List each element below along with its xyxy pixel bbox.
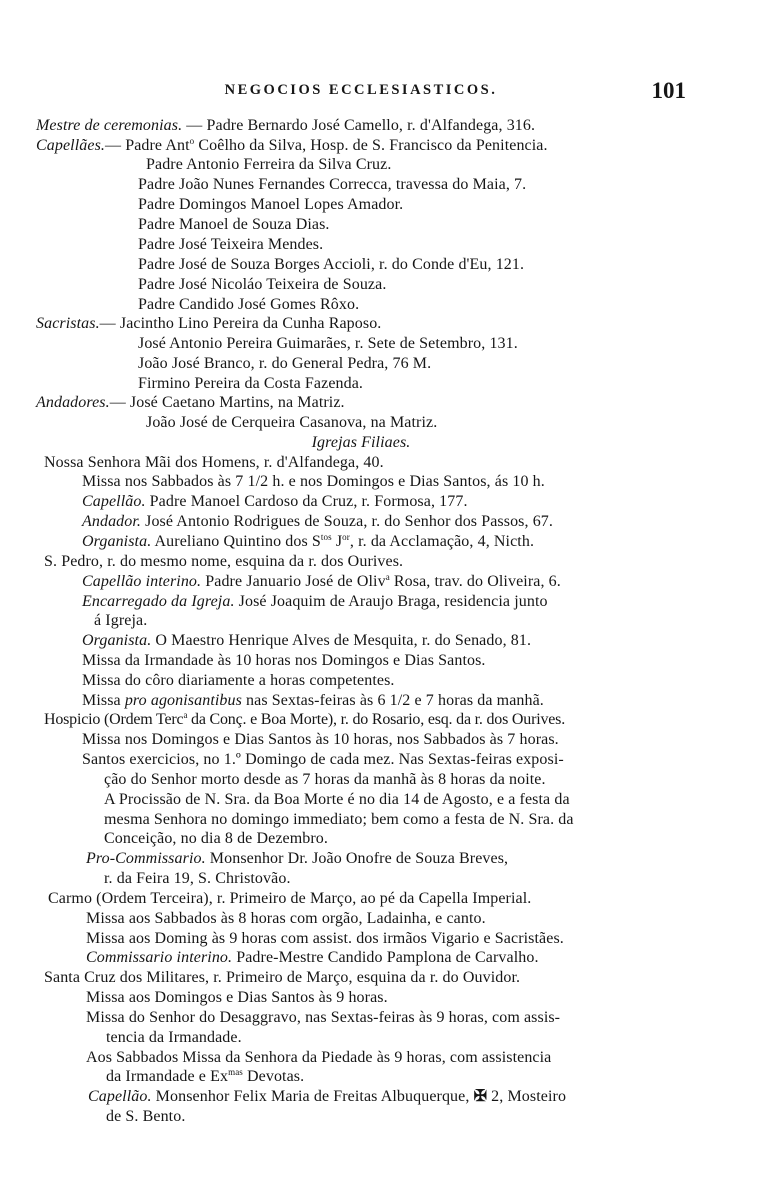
entry-text: José Joaquim de Araujo Braga, residencia junto <box>234 593 548 610</box>
entry-label: Encarregado da Igreja. <box>82 593 235 610</box>
entry-text: Missa <box>82 692 125 709</box>
church-entry <box>44 552 403 572</box>
entry-text: A Procissão de N. Sra. da Boa Morte é no dia 14 de Agosto, e a festa da <box>104 791 570 808</box>
church-detail <box>82 532 534 552</box>
church-detail <box>82 572 561 592</box>
section-title: Igrejas Filiaes. <box>311 434 411 451</box>
sacrista-name <box>138 354 431 374</box>
church-detail <box>82 691 544 711</box>
entry-text: S. Pedro, r. do mesmo nome, esquina da r. dos Ourives. <box>44 553 404 570</box>
capellao-name <box>138 175 526 195</box>
entry-text: Padre Antonio Ferreira da Silva Cruz. <box>146 156 392 173</box>
church-detail <box>82 750 564 770</box>
capellao-name <box>138 255 524 275</box>
entry-label: Sacristas. <box>36 315 100 332</box>
entry-text: da Conç. e Boa Morte), r. do Rosario, esq. da r. dos Ourives. <box>187 711 565 728</box>
capellao-name <box>138 235 323 255</box>
church-detail <box>106 1028 242 1048</box>
church-detail <box>82 472 545 492</box>
entry-text: Padre José Nicoláo Teixeira de Souza. <box>138 276 387 293</box>
entry-text: Aureliano Quintino dos S <box>151 533 321 550</box>
church-detail <box>106 1067 304 1087</box>
andador-name <box>146 413 437 433</box>
entry-text: Nossa Senhora Mãi dos Homens, r. d'Alfandega, 40. <box>44 454 384 471</box>
entry-text: — Padre Ant <box>105 137 190 154</box>
entry-text: Padre Januario José de Oliv <box>201 573 386 590</box>
church-detail <box>82 512 553 532</box>
entry-label: pro agonisantibus <box>124 692 242 709</box>
church-detail <box>104 810 574 830</box>
entry-mestre-ceremonias <box>36 116 535 136</box>
capellao-name <box>138 195 403 215</box>
entry-text: Santos exercicios, no 1.º Domingo de cada mez. Nas Sextas-feiras exposi- <box>82 751 564 768</box>
sacrista-name <box>138 374 363 394</box>
entry-capellaes <box>36 136 548 156</box>
entry-text: Santa Cruz dos Militares, r. Primeiro de Março, esquina da r. do Ouvidor. <box>44 969 521 986</box>
entry-label: Pro-Commissario. <box>86 850 206 867</box>
church-detail <box>88 1087 566 1107</box>
entry-text: Conceição, no dia 8 de Dezembro. <box>104 830 329 847</box>
entry-label: Capellão interino. <box>82 573 202 590</box>
entry-text: Aos Sabbados Missa da Senhora da Piedade às 9 horas, com assistencia <box>86 1049 552 1066</box>
abbrev-superscript: a <box>385 572 390 582</box>
entry-label: Andador. <box>82 513 142 530</box>
entry-text: Monsenhor Felix Maria de Freitas Albuquerque, <box>151 1088 474 1105</box>
entry-text: — Padre Bernardo José Camello, r. d'Alfandega, 316. <box>182 117 536 134</box>
entry-text: Monsenhor Dr. João Onofre de Souza Breves, <box>205 850 509 867</box>
church-detail <box>82 592 548 612</box>
church-entry <box>48 889 531 909</box>
entry-text: Padre Manoel de Souza Dias. <box>138 216 330 233</box>
church-entry <box>44 710 565 730</box>
abbrev-superscript: o <box>189 136 195 146</box>
entry-text: 2, Mosteiro <box>487 1088 567 1105</box>
church-detail <box>94 611 147 631</box>
entry-label: Capellães. <box>36 137 105 154</box>
entry-text: Missa aos Sabbados às 8 horas com orgão, Ladainha, e canto. <box>86 910 486 927</box>
abbrev-superscript: or <box>342 532 350 542</box>
entry-text: ção do Senhor morto desde as 7 horas da manhã às 8 horas da noite. <box>104 771 546 788</box>
church-detail <box>104 869 291 889</box>
entry-text: tencia da Irmandade. <box>106 1029 242 1046</box>
entry-text: Devotas. <box>242 1068 305 1085</box>
church-detail <box>82 671 395 691</box>
running-title: NEGOCIOS ECCLESIASTICOS. <box>224 82 498 98</box>
church-detail <box>82 730 559 750</box>
entry-text: Padre Manoel Cardoso da Cruz, r. Formosa, 177. <box>145 493 468 510</box>
entry-label: Commissario interino. <box>86 949 233 966</box>
entry-text: Padre-Mestre Candido Pamplona de Carvalho. <box>232 949 539 966</box>
church-detail <box>86 948 539 968</box>
entry-sacristas <box>36 314 381 334</box>
entry-text: , r. da Acclamação, 4, Nicth. <box>349 533 535 550</box>
entry-text: Missa nos Domingos e Dias Santos às 10 horas, nos Sabbados às 7 horas. <box>82 731 559 748</box>
entry-text: Carmo (Ordem Terceira), r. Primeiro de Março, ao pé da Capella Imperial. <box>48 890 532 907</box>
entry-text: Padre João Nunes Fernandes Correcca, travessa do Maia, 7. <box>138 176 527 193</box>
entry-text: Padre José Teixeira Mendes. <box>138 236 324 253</box>
entry-label: Organista. <box>82 533 152 550</box>
church-entry <box>44 453 384 473</box>
entry-text: Missa da Irmandade às 10 horas nos Domingos e Dias Santos. <box>82 652 486 669</box>
church-detail <box>86 849 508 869</box>
entry-text: Padre José de Souza Borges Accioli, r. do Conde d'Eu, 121. <box>138 256 525 273</box>
page-header <box>36 78 686 108</box>
capellao-name <box>138 215 330 235</box>
entry-text: Missa nos Sabbados às 7 1/2 h. e nos Domingos e Dias Santos, ás 10 h. <box>82 473 545 490</box>
church-detail <box>104 790 570 810</box>
church-detail <box>86 909 486 929</box>
entry-text: de S. Bento. <box>106 1108 186 1125</box>
church-detail <box>106 1107 185 1127</box>
entry-text: Padre Candido José Gomes Rôxo. <box>138 296 360 313</box>
capellao-name <box>138 295 359 315</box>
church-detail <box>86 1008 560 1028</box>
entry-text: mesma Senhora no domingo immediato; bem como a festa de N. Sra. da <box>104 811 574 828</box>
church-entry <box>44 968 520 988</box>
church-detail <box>82 651 486 671</box>
entry-text: Missa aos Domingos e Dias Santos às 9 horas. <box>86 989 388 1006</box>
church-detail <box>104 770 546 790</box>
entry-text: José Antonio Pereira Guimarães, r. Sete de Setembro, 131. <box>138 335 518 352</box>
section-heading <box>36 433 686 453</box>
entry-text: — Jacintho Lino Pereira da Cunha Raposo. <box>99 315 382 332</box>
entry-text: O Maestro Henrique Alves de Mesquita, r. do Senado, 81. <box>151 632 532 649</box>
abbrev-superscript: tos <box>320 532 332 542</box>
church-detail <box>86 988 388 1008</box>
entry-text: Rosa, trav. do Oliveira, 6. <box>389 573 561 590</box>
entry-label: Capellão. <box>82 493 146 510</box>
entry-text: João José Branco, r. do General Pedra, 76 M. <box>138 355 432 372</box>
page-number: 101 <box>651 78 686 103</box>
entry-text: r. da Feira 19, S. Christovão. <box>104 870 291 887</box>
church-detail <box>104 829 328 849</box>
church-detail <box>82 631 531 651</box>
entry-text: da Irmandade e Ex <box>106 1068 229 1085</box>
entry-text: J <box>331 533 343 550</box>
abbrev-superscript: mas <box>228 1067 243 1077</box>
entry-text: Missa aos Doming às 9 horas com assist. dos irmãos Vigario e Sacristães. <box>86 930 564 947</box>
entry-text: Hospicio (Ordem Terc <box>44 711 184 728</box>
entry-text: José Antonio Rodrigues de Souza, r. do Senhor dos Passos, 67. <box>141 513 554 530</box>
entry-text: á Igreja. <box>94 612 148 629</box>
sacrista-name <box>138 334 518 354</box>
entry-andadores <box>36 393 345 413</box>
abbrev-superscript: a <box>183 710 188 720</box>
capellao-name <box>146 155 391 175</box>
entry-label: Andadores. <box>36 394 110 411</box>
entry-text: Coêlho da Silva, Hosp. de S. Francisco da Penitencia. <box>194 137 548 154</box>
entry-label: Capellão. <box>88 1088 152 1105</box>
capellao-name <box>138 275 386 295</box>
entry-label: Mestre de ceremonias. <box>36 117 183 134</box>
entry-text: — José Caetano Martins, na Matriz. <box>109 394 345 411</box>
entry-text: Padre Domingos Manoel Lopes Amador. <box>138 196 404 213</box>
cross-icon: ✠ <box>473 1088 488 1105</box>
church-detail <box>82 492 468 512</box>
church-detail <box>86 929 564 949</box>
entry-text: nas Sextas-feiras às 6 1/2 e 7 horas da manhã. <box>241 692 544 709</box>
church-detail <box>86 1048 551 1068</box>
entry-text: Missa do côro diariamente a horas competentes. <box>82 672 395 689</box>
entry-text: João José de Cerqueira Casanova, na Matriz. <box>146 414 438 431</box>
entry-text: Firmino Pereira da Costa Fazenda. <box>138 375 364 392</box>
entry-label: Organista. <box>82 632 152 649</box>
entry-text: Missa do Senhor do Desaggravo, nas Sextas-feiras às 9 horas, com assis- <box>86 1009 561 1026</box>
